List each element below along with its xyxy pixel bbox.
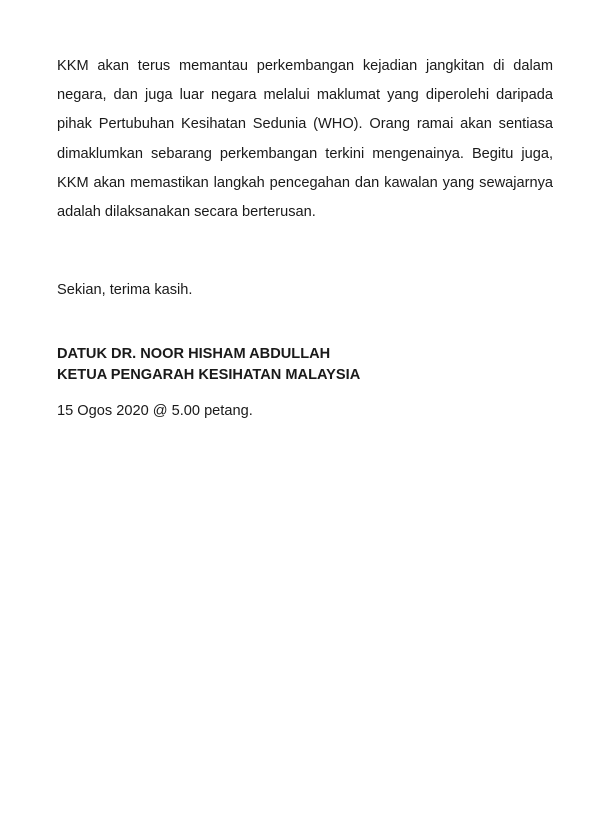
document-date: 15 Ogos 2020 @ 5.00 petang.	[57, 403, 253, 419]
signatory-block	[57, 344, 360, 386]
signatory-title: KETUA PENGARAH KESIHATAN MALAYSIA	[57, 367, 361, 383]
signatory-name: DATUK DR. NOOR HISHAM ABDULLAH	[57, 346, 331, 362]
body-paragraph: KKM akan terus memantau perkembangan kejadian jangkitan di dalam negara, dan juga luar negara melalui maklumat yang diperolehi daripada pihak Pertubuhan Kesihatan Sedunia (WHO). Orang ramai akan sentiasa dimaklumkan sebarang perkembangan terkini mengenainya. Begitu juga, KKM akan memastikan langkah pencegahan dan kawalan yang sewajarnya adalah dilaksanakan secara berterusan.	[57, 58, 553, 221]
closing-line: Sekian, terima kasih.	[57, 282, 193, 298]
